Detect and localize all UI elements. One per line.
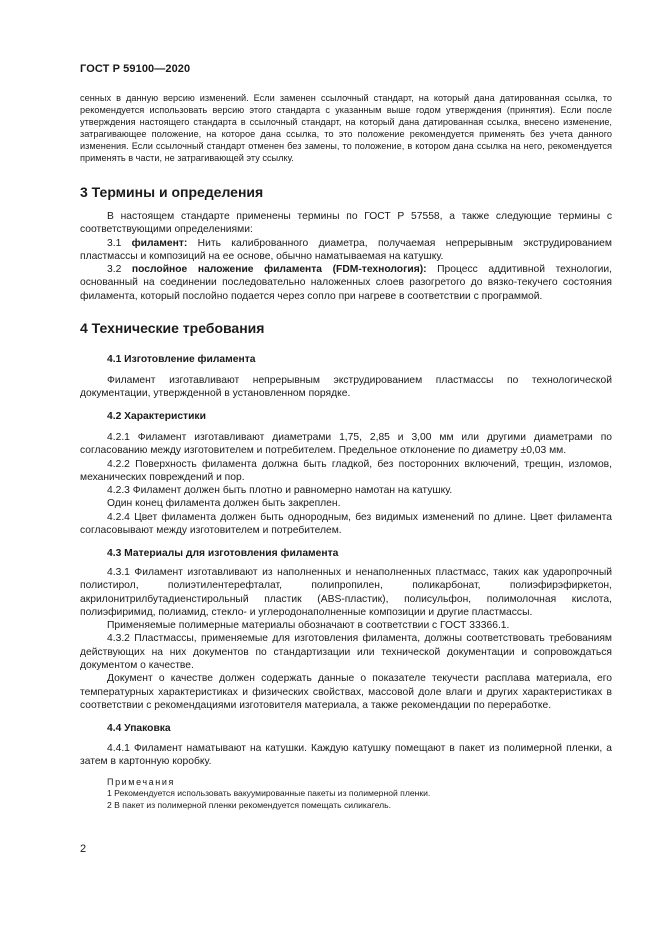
section-3 bbox=[80, 184, 612, 200]
notes-block bbox=[80, 776, 612, 811]
paragraph-4-3-1-cont: Применяемые полимерные материалы обозначают в соответствии с ГОСТ 33366.1. bbox=[107, 620, 510, 632]
page-number: 2 bbox=[80, 843, 87, 855]
paragraph-4-4-1: 4.4.1 Филамент наматывают на катушки. Каждую катушку помещают в пакет из полимерной пленки, а затем в картонную коробку. bbox=[80, 743, 612, 768]
subsection-4-4 bbox=[80, 723, 612, 734]
paragraph-4-2-3-cont: Один конец филамента должен быть закреплен. bbox=[107, 498, 341, 510]
term-fdm bbox=[80, 263, 612, 303]
document-code-header: ГОСТ Р 59100—2020 bbox=[80, 63, 191, 75]
section-4 bbox=[80, 320, 612, 336]
paragraph-4-2-2: 4.2.2 Поверхность филамента должна быть гладкой, без посторонних включений, трещин, изломов, механических повреждений и пор. bbox=[80, 458, 612, 483]
paragraph-4-3-2: 4.3.2 Пластмассы, применяемые для изготовления филамента, должны соответствовать требованиям действующих на них документов по стандартизации или технической документации и сопровождаться документом о качестве. bbox=[80, 633, 612, 672]
subsection-4-2-title: 4.2 Характеристики bbox=[107, 411, 206, 422]
section-3-title: 3 Термины и определения bbox=[80, 184, 264, 200]
paragraph-4-1: Филамент изготавливают непрерывным экструдированием пластмассы по технологической документации, утвержденной в установленном порядке. bbox=[80, 375, 612, 400]
subsection-4-1-title: 4.1 Изготовление филамента bbox=[107, 354, 256, 365]
term-name: филамент: bbox=[131, 237, 188, 249]
subsection-4-4-body bbox=[80, 742, 612, 769]
section-3-body bbox=[80, 210, 612, 303]
subsection-4-1 bbox=[80, 354, 612, 365]
subsection-4-3-body bbox=[80, 566, 612, 712]
term-number: 3.1 bbox=[107, 237, 122, 249]
intro-paragraph: сенных в данную версию изменений. Если заменен ссылочный стандарт, на который дана датированная ссылка, то рекомендуется использовать версию этого стандарта с указанным выше годом утверждения (принятия). Если после утверждения настоящего стандарта в ссылочный стандарт, на который дана датированная ссылка, внесено изменение, затрагивающее положение, на которое дана ссылка, то это положение рекомендуется применять без учета данного изменения. Если ссылочный стандарт отменен без замены, то положение, в котором дана ссылка на него, рекомендуется применять в части, не затрагивающей эту ссылку. bbox=[80, 93, 612, 163]
paragraph-4-2-4: 4.2.4 Цвет филамента должен быть однородным, без видимых изменений по длине. Цвет филамента согласовывают между изготовителем и потребителем. bbox=[80, 511, 612, 537]
note-2: 2 В пакет из полимерной пленки рекомендуется помещать силикагель. bbox=[107, 799, 391, 810]
paragraph-4-2-3: 4.2.3 Филамент должен быть плотно и равномерно намотан на катушку. bbox=[107, 485, 453, 497]
term-filament bbox=[80, 237, 612, 264]
subsection-4-2 bbox=[80, 411, 612, 422]
subsection-4-1-body bbox=[80, 374, 612, 401]
term-definition: Процесс аддитивной технологии, основанный на соединении последовательно наложенных слоев разогретого до вязко-текучего состояния филамента, который послойно подается через сопло при нагреве в соответствии с программой. bbox=[80, 264, 612, 302]
section-4-title: 4 Технические требования bbox=[80, 320, 265, 336]
subsection-4-3-title: 4.3 Материалы для изготовления филамента bbox=[107, 548, 339, 559]
paragraph-4-3-2-cont: Документ о качестве должен содержать данные о показателе текучести расплава материала, его температурных характеристиках и физических свойствах, массовой доле влаги и других характеристиках в соответствии с рекомендациями изготовителя материала, а также рекомендации по переработке. bbox=[80, 673, 612, 711]
note-1: 1 Рекомендуется использовать вакуумированные пакеты из полимерной пленки. bbox=[107, 788, 431, 798]
term-definition: Нить калиброванного диаметра, получаемая непрерывным экструдированием пластмассы и композиций на ее основе, обычно наматываемая на катушку. bbox=[80, 237, 612, 262]
intro-continuation bbox=[80, 92, 612, 164]
term-number: 3.2 bbox=[107, 264, 122, 276]
paragraph-4-3-1: 4.3.1 Филамент изготавливают из наполненных и ненаполненных пластмасс, таких как ударопрочный полистирол, полиэтилентерефталат, полипропилен, поликарбонат, полиэфирэфиркетон, акрилонитрилбутадиенстирольный пластик (ABS-пластик), полисульфон, полимолочная кислота, полиэфиримид, полиамид, стекло- и углеродонаполненные композиции и другие пластмассы. bbox=[80, 567, 612, 618]
subsection-4-2-body bbox=[80, 431, 612, 537]
paragraph-4-2-1: 4.2.1 Филамент изготавливают диаметрами 1,75, 2,85 и 3,00 мм или другими диаметрами по согласованию между изготовителем и потребителем. Предельное отклонение по диаметру ±0,03 мм. bbox=[80, 432, 612, 457]
section-3-lead: В настоящем стандарте применены термины по ГОСТ Р 57558, а также следующие термины с соответствующими определениями: bbox=[80, 211, 612, 236]
term-name: послойное наложение филамента (FDM-технология): bbox=[131, 264, 427, 276]
notes-title: Примечания bbox=[107, 777, 175, 787]
subsection-4-3 bbox=[80, 548, 612, 559]
subsection-4-4-title: 4.4 Упаковка bbox=[107, 723, 171, 734]
